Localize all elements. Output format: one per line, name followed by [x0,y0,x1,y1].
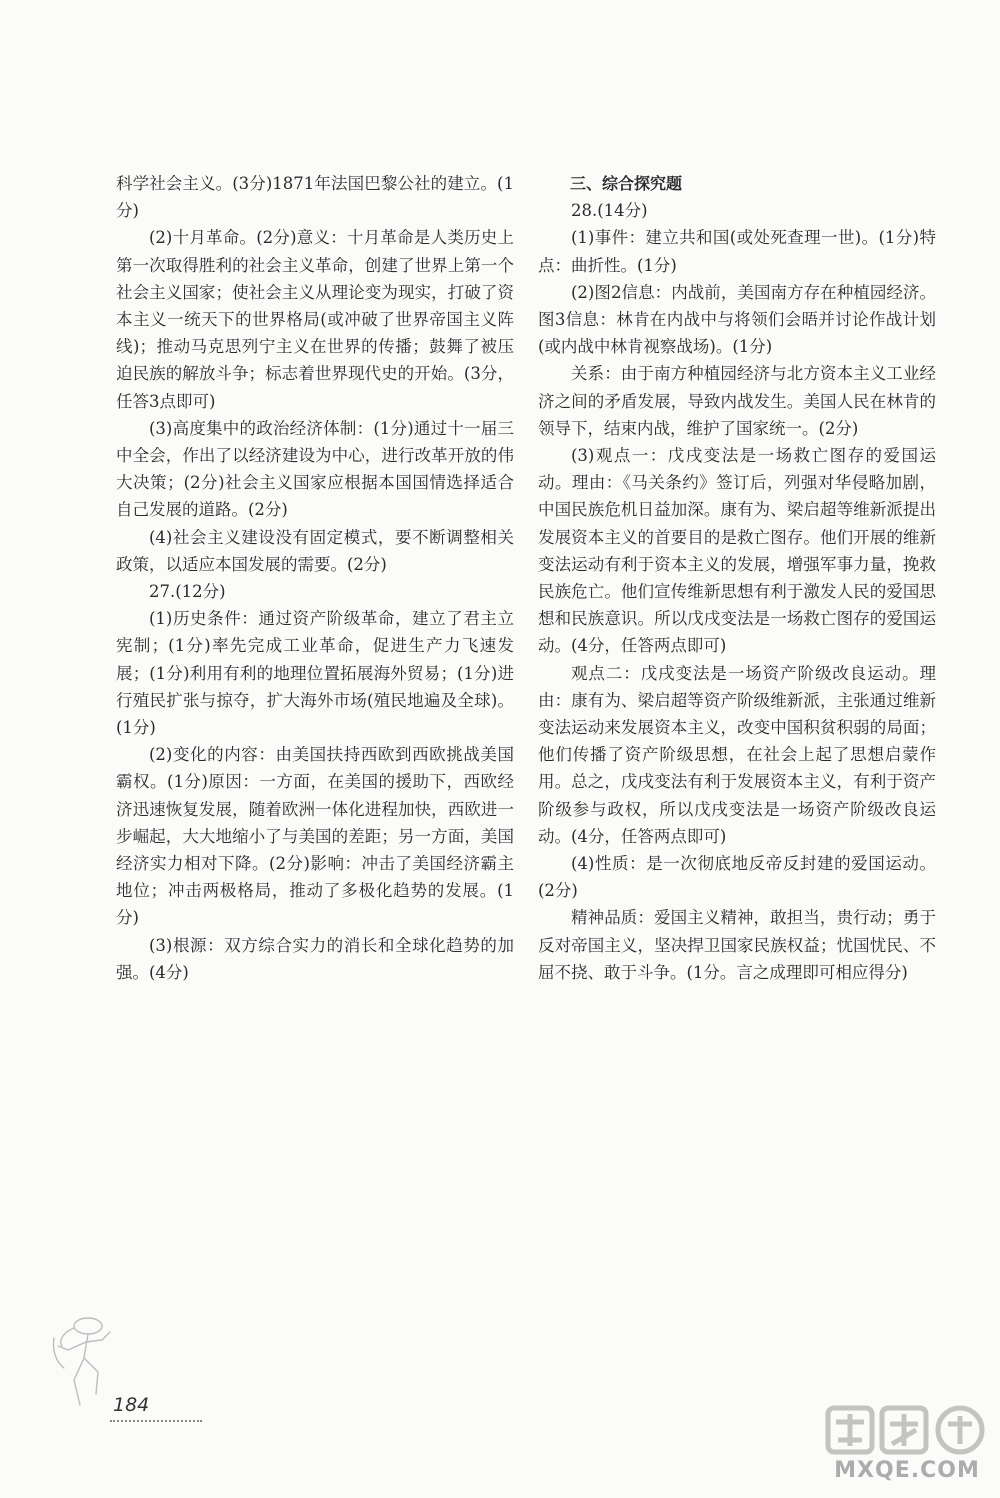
section-heading: 三、综合探究题 [570,174,683,193]
paragraph: 科学社会主义。(3分)1871年法国巴黎公社的建立。(1分) [116,174,514,221]
paragraph: 观点二：戊戌变法是一场资产阶级改良运动。理由：康有为、梁启超等资产阶级维新派，主张通过维新变法运动来发展资本主义，改变中国积贫积弱的局面；他们传播了资产阶级思想，在社会上起了思想启蒙作用。总之，戊戌变法有利于发展资本主义，有利于资产阶级参与政权，所以戊戌变法是一场资产阶级改良运动。(4分，任答两点即可) [538,663,936,846]
question-number: 28.(14分) [571,201,648,221]
paragraph: 精神品质：爱国主义精神，敢担当，贵行动；勇于反对帝国主义，坚决捍卫国家民族权益；忧国忧民、不屈不挠、敢于斗争。(1分。言之成理即可相应得分) [538,908,936,982]
runner-sketch-icon [44,1310,124,1420]
paragraph: (3)根源：双方综合实力的消长和全球化趋势的加强。(4分) [116,935,514,982]
page-number-underline [110,1420,202,1422]
right-column [538,170,936,986]
paragraph: (4)性质：是一次彻底地反帝反封建的爱国运动。(2分) [538,854,936,901]
watermark-text: MXQE.COM [834,1458,980,1483]
paragraph: (1)事件：建立共和国(或处死查理一世)。(1分)特点：曲折性。(1分) [538,228,936,275]
paragraph: (3)高度集中的政治经济体制：(1分)通过十一届三中全会，作出了以经济建设为中心，进行改革开放的伟大决策；(2分)社会主义国家应根据本国国情选择适合自己发展的道路。(2分) [116,418,514,520]
paragraph: (4)社会主义建设没有固定模式，要不断调整相关政策，以适应本国发展的需要。(2分) [116,527,514,574]
paragraph: (1)历史条件：通过资产阶级革命，建立了君主立宪制；(1分)率先完成工业革命，促进生产力飞速发展；(1分)利用有利的地理位置拓展海外贸易；(1分)进行殖民扩张与掠夺，扩大海外市场(殖民地遍及全球)。(1分) [116,609,514,738]
question-number: 27.(12分) [149,582,226,602]
page-number: 184 [113,1394,150,1416]
paragraph: (2)图2信息：内战前，美国南方存在种植园经济。图3信息：林肯在内战中与将领们会晤并讨论作战计划(或内战中林肯视察战场)。(1分) [538,282,936,357]
left-column [116,170,514,986]
paragraph: 关系：由于南方种植园经济与北方资本主义工业经济之间的矛盾发展，导致内战发生。美国人民在林肯的领导下，结束内战，维护了国家统一。(2分) [538,364,936,438]
paragraph: (3)观点一：戊戌变法是一场救亡图存的爱国运动。理由：《马关条约》签订后，列强对华侵略加剧，中国民族危机日益加深。康有为、梁启超等维新派提出发展资本主义的首要目的是救亡图存。他们开展的维新变法运动有利于资本主义的发展，增强军事力量，挽救民族危亡。他们宣传维新思想有利于激发人民的爱国思想和民族意识。所以戊戌变法是一场救亡图存的爱国运动。(4分，任答两点即可) [538,446,936,656]
answer-stamp-icon [822,1400,992,1460]
watermark [822,1400,992,1490]
paragraph: (2)十月革命。(2分)意义：十月革命是人类历史上第一次取得胜利的社会主义革命，创建了世界上第一个社会主义国家；使社会主义从理论变为现实，打破了资本主义一统天下的世界格局(或冲破了世界帝国主义阵线)；推动马克思列宁主义在世界的传播；鼓舞了被压迫民族的解放斗争；标志着世界现代史的开始。(3分，任答3点即可) [116,228,514,411]
paragraph: (2)变化的内容：由美国扶持西欧到西欧挑战美国霸权。(1分)原因：一方面，在美国的援助下，西欧经济迅速恢复发展，随着欧洲一体化进程加快，西欧进一步崛起，大大地缩小了与美国的差距；另一方面，美国经济实力相对下降。(2分)影响：冲击了美国经济霸主地位；冲击两极格局，推动了多极化趋势的发展。(1分) [116,745,514,928]
